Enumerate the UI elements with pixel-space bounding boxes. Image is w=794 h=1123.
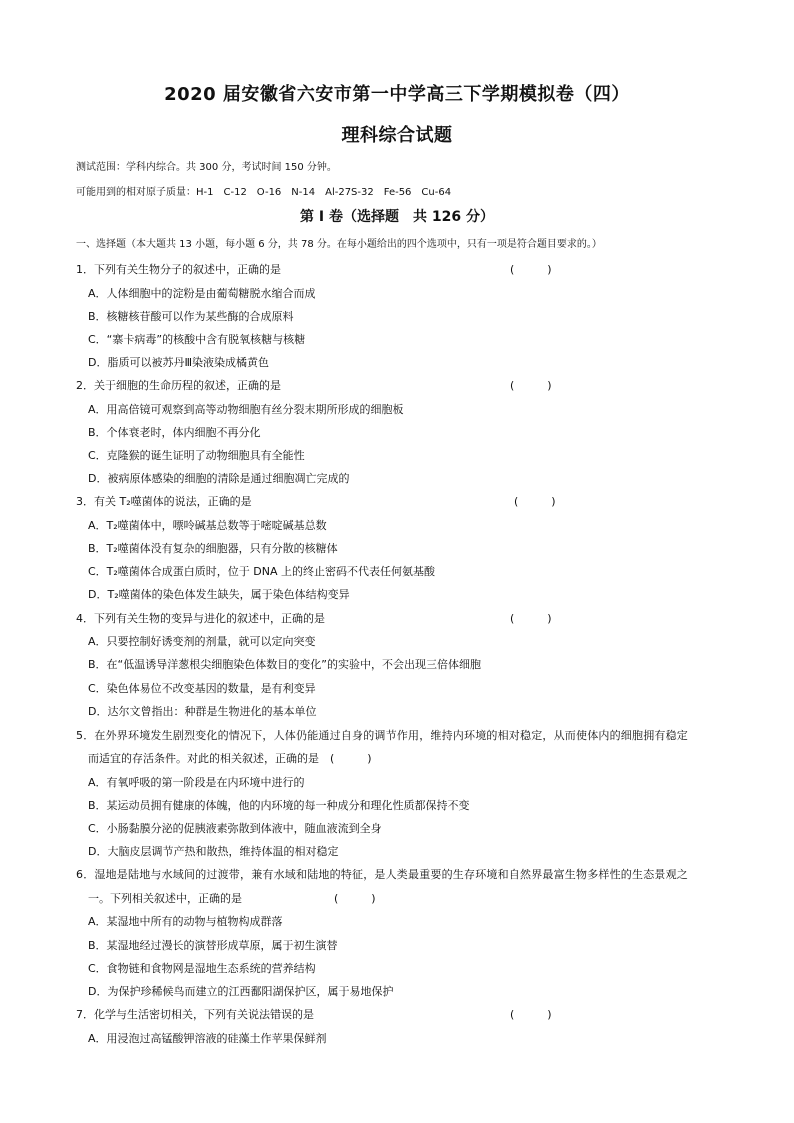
question-2-option-a: A．用高倍镜可观察到高等动物细胞有丝分裂末期所形成的细胞板	[88, 403, 404, 416]
question-3-option-c: C．T₂噬菌体合成蛋白质时，位于 DNA 上的终止密码不代表任何氨基酸	[88, 565, 436, 578]
question-7-option-a: A．用浸泡过高锰酸钾溶液的硅藻土作苹果保鲜剂	[88, 1032, 327, 1045]
question-3-stem: 3．有关 T₂噬菌体的说法，正确的是	[76, 495, 252, 508]
question-4-stem: 4．下列有关生物的变异与进化的叙述中，正确的是	[76, 612, 325, 625]
question-6-stem-line-2: 一。下列相关叙述中，正确的是	[88, 892, 242, 905]
question-7-stem: 7．化学与生活密切相关，下列有关说法错误的是	[76, 1008, 314, 1021]
question-3-answer-blank: ( )	[514, 495, 556, 508]
question-6-answer-blank: ( )	[334, 892, 376, 905]
section-title: 第 I 卷（选择题 共 126 分）	[300, 209, 494, 225]
question-5-option-c: C．小肠黏膜分泌的促胰液素弥散到体液中，随血液流到全身	[88, 822, 382, 835]
section-instructions: 一、选择题（本大题共 13 小题，每小题 6 分，共 78 分。在每小题给出的四个选项中，只有一项是符合题目要求的。）	[76, 239, 602, 250]
question-2-option-c: C．克隆猴的诞生证明了动物细胞具有全能性	[88, 449, 305, 462]
question-4-option-b: B．在“低温诱导洋葱根尖细胞染色体数目的变化”的实验中，不会出现三倍体细胞	[88, 658, 481, 671]
question-1-answer-blank: ( )	[510, 263, 552, 276]
question-1-option-d: D．脂质可以被苏丹Ⅲ染液染成橘黄色	[88, 356, 270, 369]
question-5-stem-line-2: 而适宜的存活条件。对此的相关叙述，正确的是 ( )	[88, 752, 372, 765]
question-3-option-b: B．T₂噬菌体没有复杂的细胞器，只有分散的核糖体	[88, 542, 338, 555]
exam-subtitle: 理科综合试题	[341, 125, 453, 146]
exam-scope: 测试范围：学科内综合。共 300 分，考试时间 150 分钟。	[76, 162, 337, 173]
question-4-option-c: C．染色体易位不改变基因的数量，是有利变异	[88, 682, 316, 695]
question-7-answer-blank: ( )	[510, 1008, 552, 1021]
question-1-option-c: C．“寨卡病毒”的核酸中含有脱氧核糖与核糖	[88, 333, 306, 346]
question-6-option-d: D．为保护珍稀候鸟而建立的江西鄱阳湖保护区，属于易地保护	[88, 985, 394, 998]
question-2-option-b: B．个体衰老时，体内细胞不再分化	[88, 426, 261, 439]
question-2-answer-blank: ( )	[510, 379, 552, 392]
question-2-stem: 2．关于细胞的生命历程的叙述，正确的是	[76, 379, 281, 392]
question-1-option-a: A．人体细胞中的淀粉是由葡萄糖脱水缩合而成	[88, 287, 316, 300]
question-3-option-d: D．T₂噬菌体的染色体发生缺失，属于染色体结构变异	[88, 588, 350, 601]
question-6-option-c: C．食物链和食物网是湿地生态系统的营养结构	[88, 962, 316, 975]
question-5-option-b: B．某运动员拥有健康的体魄，他的内环境的每一种成分和理化性质都保持不变	[88, 799, 470, 812]
question-6-option-a: A．某湿地中所有的动物与植物构成群落	[88, 915, 283, 928]
question-2-option-d: D．被病原体感染的细胞的清除是通过细胞凋亡完成的	[88, 472, 350, 485]
question-1-option-b: B．核糖核苷酸可以作为某些酶的合成原料	[88, 310, 294, 323]
question-5-stem-line-1: 5．在外界环境发生剧烈变化的情况下，人体仍能通过自身的调节作用，维持内环境的相对稳定，从而使体内的细胞拥有稳定	[76, 729, 688, 742]
question-4-option-a: A．只要控制好诱变剂的剂量，就可以定向突变	[88, 635, 316, 648]
question-6-option-b: B．某湿地经过漫长的演替形成草原，属于初生演替	[88, 939, 338, 952]
question-5-option-a: A．有氧呼吸的第一阶段是在内环境中进行的	[88, 776, 305, 789]
question-5-option-d: D．大脑皮层调节产热和散热，维持体温的相对稳定	[88, 845, 339, 858]
question-6-stem-line-1: 6．湿地是陆地与水域间的过渡带，兼有水域和陆地的特征，是人类最重要的生存环境和自然界最富生物多样性的生态景观之	[76, 868, 688, 881]
exam-title: 2020 届安徽省六安市第一中学高三下学期模拟卷（四）	[164, 84, 630, 105]
question-1-stem: 1．下列有关生物分子的叙述中，正确的是	[76, 263, 281, 276]
question-3-option-a: A．T₂噬菌体中，嘌呤碱基总数等于嘧啶碱基总数	[88, 519, 327, 532]
atomic-masses: 可能用到的相对原子质量：H-1 C-12 O-16 N-14 Al-27S-32 Fe-56 Cu-64	[76, 187, 452, 198]
question-4-option-d: D．达尔文曾指出：种群是生物进化的基本单位	[88, 705, 317, 718]
question-4-answer-blank: ( )	[510, 612, 552, 625]
